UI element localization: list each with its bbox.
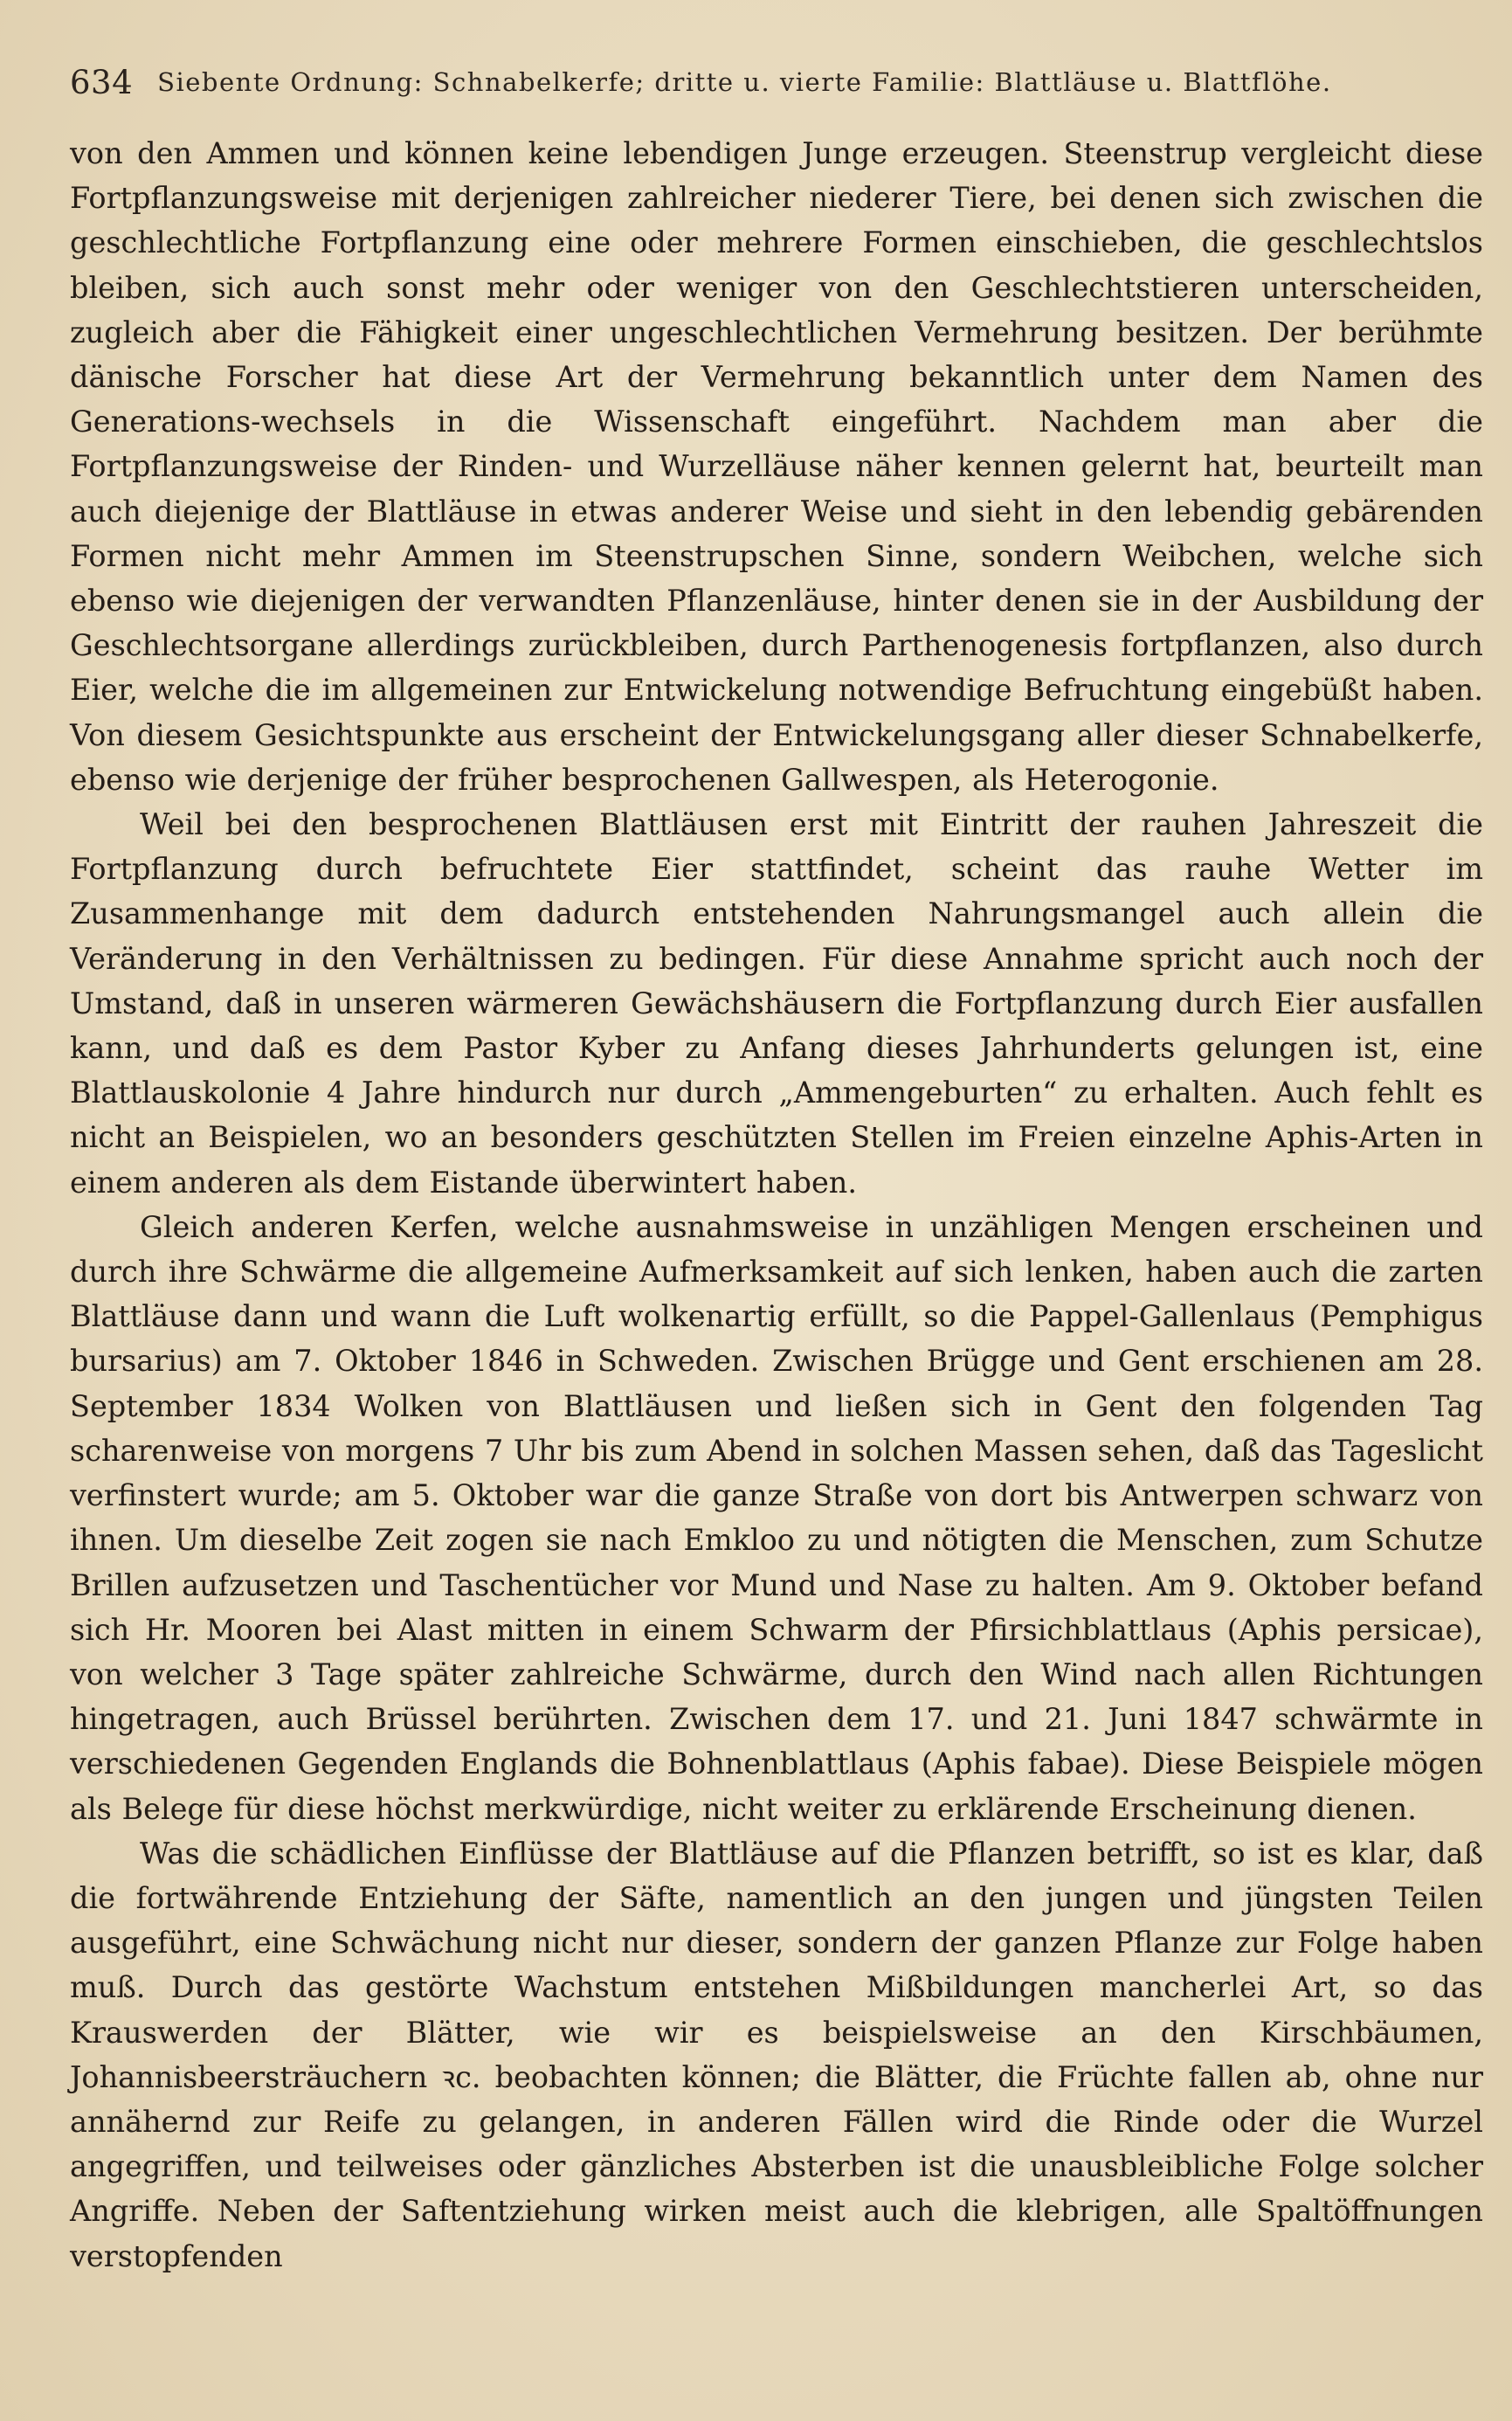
paragraph-1: von den Ammen und können keine lebendigen Junge erzeugen. Steenstrup vergleicht diese Fortpflanzungsweise mit derjenigen zahlreicher niederer Tiere, bei denen sich zwischen die geschlechtliche Fortpflanzung eine oder mehrere Formen einschieben, die geschlechtslos bleiben, sich auch sonst mehr oder weniger von den Geschlechtstieren unterscheiden, zugleich aber die Fähigkeit einer ungeschlechtlichen Vermehrung besitzen. Der berühmte dänische Forscher hat diese Art der Vermehrung bekanntlich unter dem Namen des Generations-wechsels in die Wissenschaft eingeführt. Nachdem man aber die Fortpflanzungsweise der Rinden- und Wurzelläuse näher kennen gelernt hat, beurteilt man auch diejenige der Blattläuse in etwas anderer Weise und sieht in den lebendig gebärenden Formen nicht mehr Ammen im Steenstrupschen Sinne, sondern Weibchen, welche sich ebenso wie diejenigen der verwandten Pflanzenläuse, hinter denen sie in der Ausbildung der Geschlechtsorgane allerdings zurückbleiben, durch Parthenogenesis fortpflanzen, also durch Eier, welche die im allgemeinen zur Entwickelung notwendige Befruchtung eingebüßt haben. Von diesem Gesichtspunkte aus erscheint der Entwickelungsgang aller dieser Schnabelkerfe, ebenso wie derjenige der früher besprochenen Gallwespen, als Heterogonie. <box>70 136 1483 797</box>
body-text <box>70 131 1483 2279</box>
page-header <box>70 51 1485 114</box>
paragraph-2: Weil bei den besprochenen Blattläusen erst mit Eintritt der rauhen Jahreszeit die Fortpflanzung durch befruchtete Eier stattfindet, scheint das rauhe Wetter im Zusammenhange mit dem dadurch entstehenden Nahrungsmangel auch allein die Veränderung in den Verhältnissen zu bedingen. Für diese Annahme spricht auch noch der Umstand, daß in unseren wärmeren Gewächshäusern die Fortpflanzung durch Eier ausfallen kann, und daß es dem Pastor Kyber zu Anfang dieses Jahrhunderts gelungen ist, eine Blattlauskolonie 4 Jahre hindurch nur durch „Ammengeburten“ zu erhalten. Auch fehlt es nicht an Beispielen, wo an besonders geschützten Stellen im Freien einzelne Aphis-Arten in einem anderen als dem Eistande überwintert haben. <box>70 807 1483 1200</box>
paragraph-4: Was die schädlichen Einflüsse der Blattläuse auf die Pflanzen betrifft, so ist es klar, daß die fortwährende Entziehung der Säfte, namentlich an den jungen und jüngsten Teilen ausgeführt, eine Schwächung nicht nur dieser, sondern der ganzen Pflanze zur Folge haben muß. Durch das gestörte Wachstum entstehen Mißbildungen mancherlei Art, so das Krauswerden der Blätter, wie wir es beispielsweise an den Kirschbäumen, Johannisbeersträuchern ꝛc. beobachten können; die Blätter, die Früchte fallen ab, ohne nur annähernd zur Reife zu gelangen, in anderen Fällen wird die Rinde oder die Wurzel angegriffen, und teilweises oder gänzliches Absterben ist die unausbleibliche Folge solcher Angriffe. Neben der Saftentziehung wirken meist auch die klebrigen, alle Spaltöffnungen verstopfenden <box>70 1836 1483 2273</box>
paragraph-3: Gleich anderen Kerfen, welche ausnahmsweise in unzähligen Mengen erscheinen und durch ihre Schwärme die allgemeine Aufmerksamkeit auf sich lenken, haben auch die zarten Blattläuse dann und wann die Luft wolkenartig erfüllt, so die Pappel-Gallenlaus (Pemphigus bursarius) am 7. Oktober 1846 in Schweden. Zwischen Brügge und Gent erschienen am 28. September 1834 Wolken von Blattläusen und ließen sich in Gent den folgenden Tag scharenweise von morgens 7 Uhr bis zum Abend in solchen Massen sehen, daß das Tageslicht verfinstert wurde; am 5. Oktober war die ganze Straße von dort bis Antwerpen schwarz von ihnen. Um dieselbe Zeit zogen sie nach Emkloo zu und nötigten die Menschen, zum Schutze Brillen aufzusetzen und Taschentücher vor Mund und Nase zu halten. Am 9. Oktober befand sich Hr. Mooren bei Alast mitten in einem Schwarm der Pfirsichblattlaus (Aphis persicae), von welcher 3 Tage später zahlreiche Schwärme, durch den Wind nach allen Richtungen hingetragen, auch Brüssel berührten. Zwischen dem 17. und 21. Juni 1847 schwärmte in verschiedenen Gegenden Englands die Bohnenblattlaus (Aphis fabae). Diese Beispiele mögen als Belege für diese höchst merkwürdige, nicht weiter zu erklärende Erscheinung dienen. <box>70 1209 1483 1826</box>
page-number: 634 <box>70 63 134 101</box>
running-head: Siebente Ordnung: Schnabelkerfe; dritte u. vierte Familie: Blattläuse u. Blattflöhe. <box>157 67 1332 97</box>
